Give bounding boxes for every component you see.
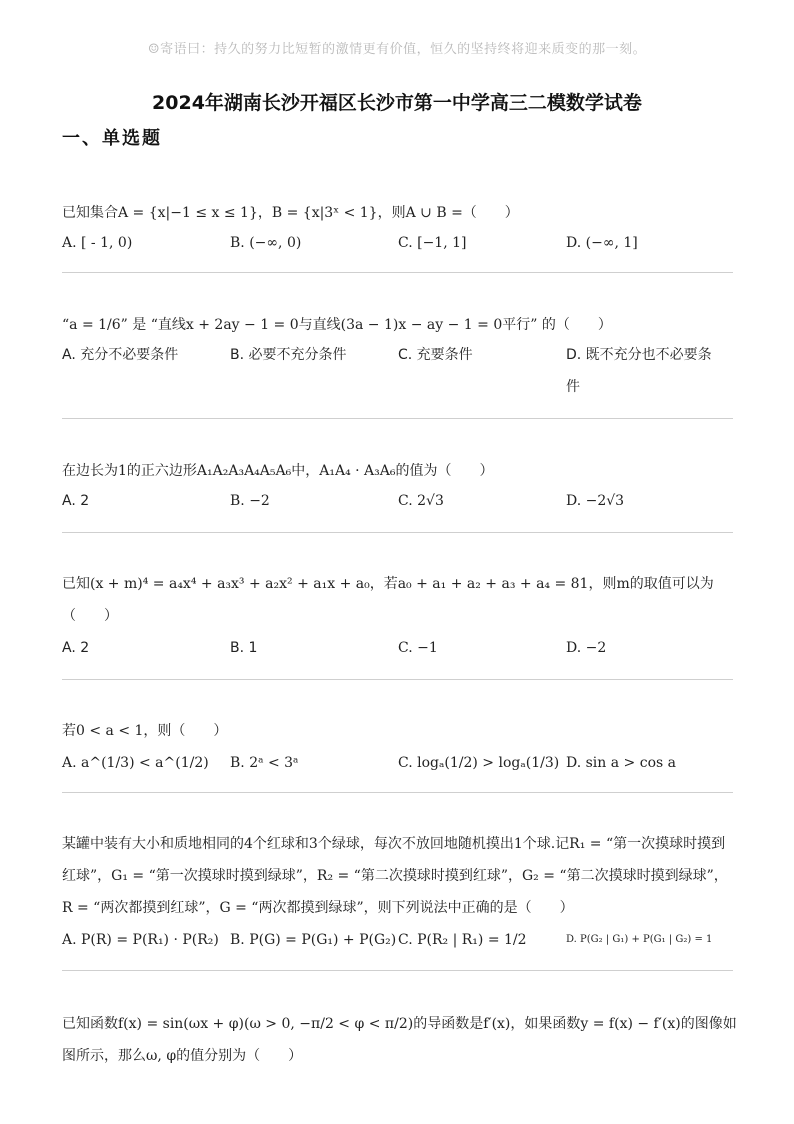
option-d: D. sin a > cos a	[566, 755, 676, 771]
question-stem: “a = 1/6” 是 “直线x + 2ay − 1 = 0与直线(3a − 1)x − ay − 1 = 0平行” 的（ ）	[62, 317, 612, 333]
question-3	[62, 455, 737, 515]
option-c: C. logₐ(1/2) > logₐ(1/3)	[398, 755, 560, 771]
option-c: C. P(R₂ | R₁) = 1/2	[398, 932, 527, 948]
question-2	[62, 309, 737, 395]
options-row	[62, 341, 737, 395]
option-c: C. 充要条件	[398, 347, 473, 363]
option-b: B. P(G) = P(G₁) + P(G₂)	[230, 932, 397, 948]
question-6	[62, 828, 737, 954]
divider	[62, 418, 733, 419]
option-d: D. −2	[566, 640, 607, 656]
question-4	[62, 568, 737, 662]
option-a: A. a^(1/3) < a^(1/2)	[62, 755, 209, 771]
option-c: C. [−1, 1]	[398, 235, 467, 251]
option-b: B. 2ᵃ < 3ᵃ	[230, 755, 299, 771]
question-stem: 已知(x + m)⁴ = a₄x⁴ + a₃x³ + a₂x² + a₁x + a₀，若a₀ + a₁ + a₂ + a₃ + a₄ = 81，则m的取值可以为（ ）	[62, 576, 714, 624]
question-7	[62, 1008, 737, 1072]
options-row	[62, 487, 737, 515]
divider	[62, 272, 733, 273]
header-motto: ☺寄语曰：持久的努力比短暂的激情更有价值，恒久的坚持终将迎来质变的那一刻。	[147, 42, 647, 57]
option-b: B. −2	[230, 493, 270, 509]
option-d: D. (−∞, 1]	[566, 235, 638, 251]
option-d: D. P(G₂ | G₁) + P(G₁ | G₂) = 1	[566, 934, 713, 945]
option-c: C. −1	[398, 640, 438, 656]
section-heading: 一、单选题	[62, 128, 162, 149]
option-a: A. P(R) = P(R₁) · P(R₂)	[62, 932, 219, 948]
option-b: B. (−∞, 0)	[230, 235, 302, 251]
option-a: A. 2	[62, 640, 90, 656]
options-row	[62, 926, 737, 954]
question-stem: 已知集合A = {x|−1 ≤ x ≤ 1}，B = {x|3ˣ < 1}，则A ∪ B =（ ）	[62, 205, 519, 221]
question-1	[62, 197, 737, 257]
question-stem: 已知函数f(x) = sin(ωx + φ)(ω > 0, −π/2 < φ < π/2)的导函数是f′(x)，如果函数y = f(x) − f′(x)的图像如图所示，那么ω, φ的值分别为（ ）	[62, 1016, 737, 1064]
option-b: B. 1	[230, 640, 258, 656]
option-a: A. [ - 1, 0)	[62, 235, 133, 251]
question-stem: 某罐中装有大小和质地相同的4个红球和3个绿球，每次不放回地随机摸出1个球.记R₁ = “第一次摸球时摸到红球”，G₁ = “第一次摸球时摸到绿球”，R₂ = “第二次摸球时摸到红球”，G₂ = “第二次摸球时摸到绿球”，R = “两次都摸到红球”，G = “两次都摸到绿球”，则下列说法中正确的是（ ）	[62, 836, 728, 916]
divider	[62, 532, 733, 533]
option-c: C. 2√3	[398, 493, 444, 509]
options-row	[62, 749, 737, 777]
question-5	[62, 715, 737, 777]
option-d: D. 既不充分也不必要条件	[566, 347, 712, 395]
divider	[62, 679, 733, 680]
option-a: A. 充分不必要条件	[62, 347, 179, 363]
option-d: D. −2√3	[566, 493, 625, 509]
divider	[62, 970, 733, 971]
divider	[62, 792, 733, 793]
option-a: A. 2	[62, 493, 90, 509]
page-title: 2024年湖南长沙开福区长沙市第一中学高三二模数学试卷	[152, 92, 642, 114]
question-stem: 若0 < a < 1，则（ ）	[62, 723, 228, 739]
question-stem: 在边长为1的正六边形A₁A₂A₃A₄A₅A₆中，A₁A₄ · A₃A₆的值为（ ）	[62, 463, 494, 479]
options-row	[62, 229, 737, 257]
options-row	[62, 634, 737, 662]
option-b: B. 必要不充分条件	[230, 347, 347, 363]
